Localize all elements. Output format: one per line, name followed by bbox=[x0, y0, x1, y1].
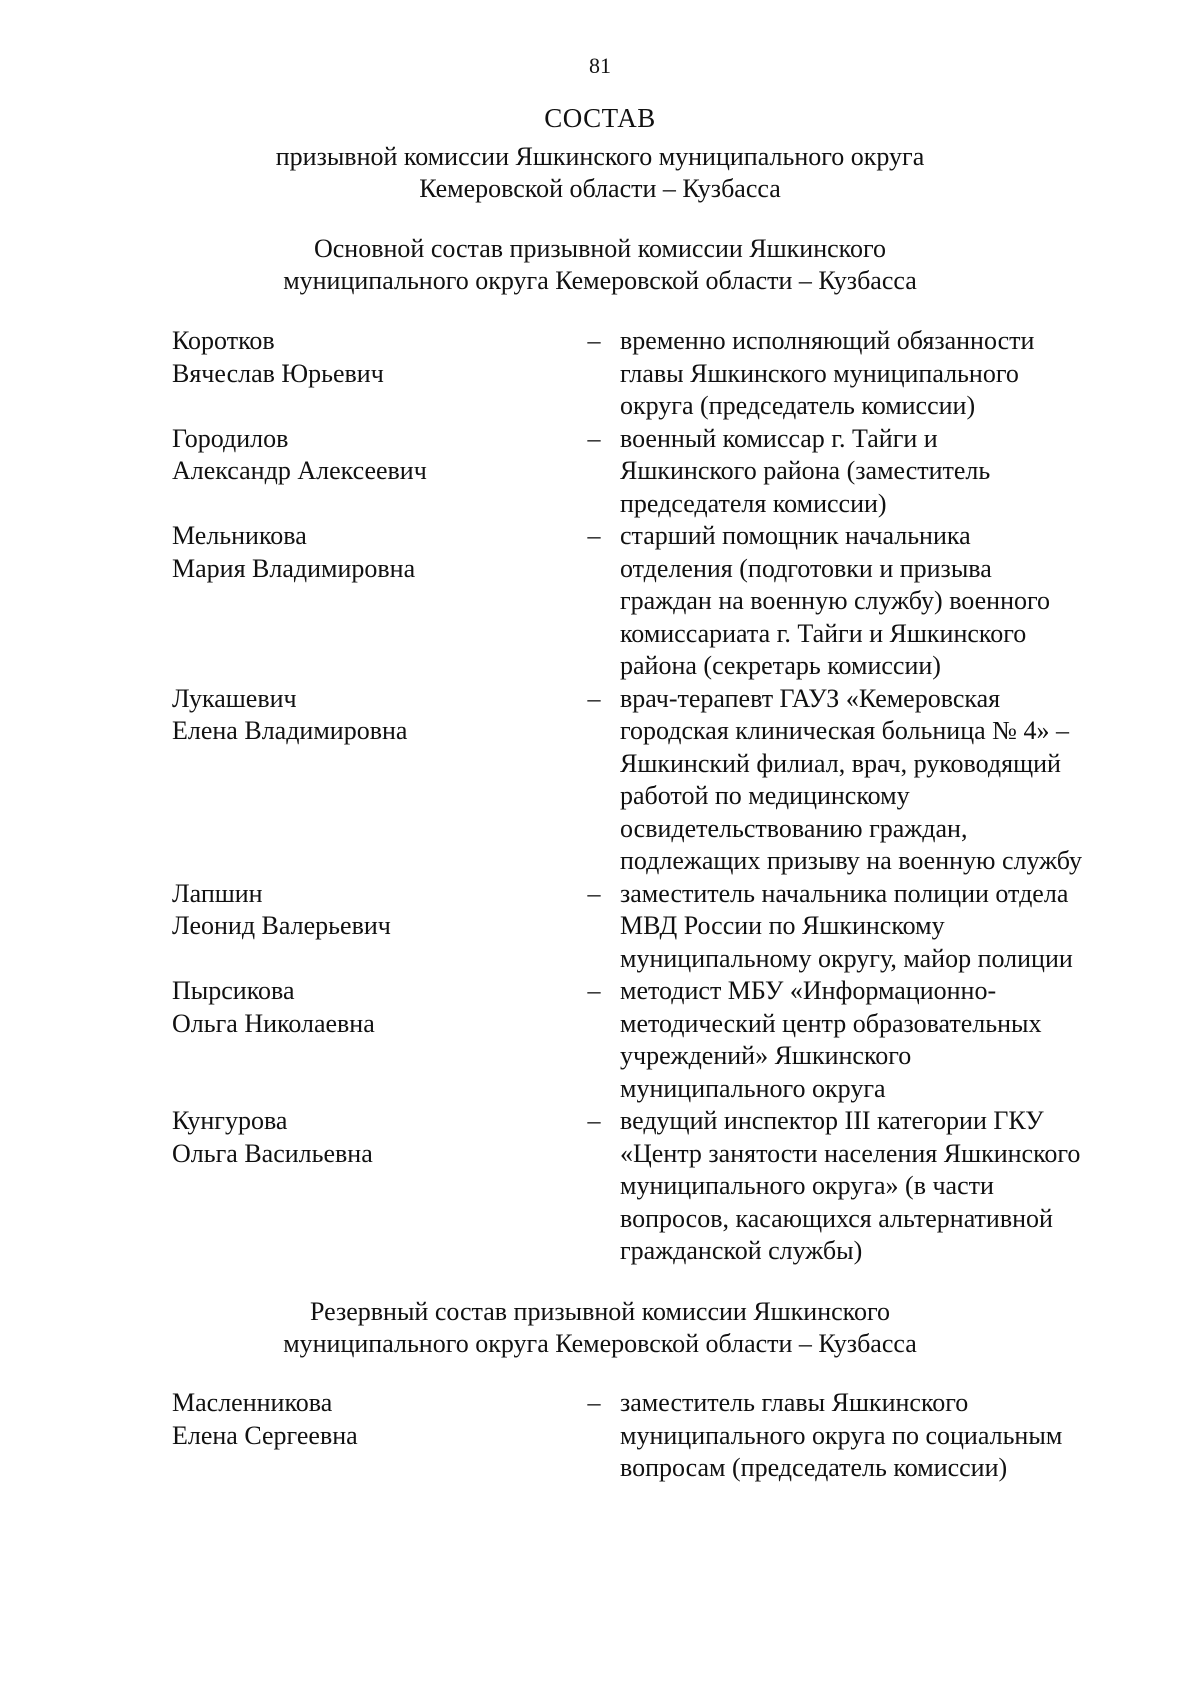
member-role-line: округа (председатель комиссии) bbox=[620, 391, 976, 420]
member-role-line: Яшкинский филиал, врач, руководящий bbox=[620, 748, 1061, 778]
member-entry bbox=[172, 520, 1172, 683]
member-entry bbox=[172, 878, 1172, 976]
subtitle-line: Кемеровской области – Кузбасса bbox=[419, 174, 781, 203]
main-member-list bbox=[172, 325, 1172, 1268]
member-role-line: временно исполняющий обязанности bbox=[620, 326, 1035, 355]
member-surname: Лукашевич bbox=[172, 683, 297, 713]
member-name bbox=[172, 975, 572, 1040]
member-role-line: ведущий инспектор III категории ГКУ bbox=[620, 1106, 1044, 1135]
section-heading-line: Основной состав призывной комиссии Яшкинского bbox=[313, 234, 886, 263]
member-role-line: гражданской службы) bbox=[620, 1236, 863, 1265]
member-role-line: врач-терапевт ГАУЗ «Кемеровская bbox=[620, 683, 1001, 713]
member-role-line: председателя комиссии) bbox=[620, 488, 887, 518]
member-role-line: вопросов, касающихся альтернативной bbox=[620, 1203, 1053, 1233]
member-surname: Коротков bbox=[172, 326, 275, 355]
member-role-line: муниципальному округу, майор полиции bbox=[620, 943, 1073, 973]
member-role-line: освидетельствованию граждан, bbox=[620, 813, 968, 843]
section-heading-line: муниципального округа Кемеровской области – Кузбасса bbox=[283, 266, 917, 295]
member-role-line: граждан на военную службу) военного bbox=[620, 586, 1051, 615]
section-heading-line: Резервный состав призывной комиссии Яшкинского bbox=[309, 1297, 891, 1326]
member-role-line: вопросам (председатель комиссии) bbox=[620, 1453, 1008, 1482]
member-role-line: методист МБУ «Информационно- bbox=[620, 976, 997, 1005]
section-heading-line: муниципального округа Кемеровской области – Кузбасса bbox=[283, 1329, 917, 1358]
member-role-line: муниципального округа по социальным bbox=[620, 1420, 1063, 1450]
member-role-line: главы Яшкинского муниципального bbox=[620, 358, 1019, 388]
member-dash: – bbox=[587, 1106, 601, 1135]
member-name bbox=[172, 1387, 572, 1452]
member-role-line: работой по медицинскому bbox=[620, 781, 910, 810]
member-name bbox=[172, 325, 572, 390]
subtitle-line: призывной комиссии Яшкинского муниципального округа bbox=[275, 142, 925, 171]
member-entry bbox=[172, 683, 1172, 878]
member-given-names: Ольга Васильевна bbox=[172, 1138, 373, 1168]
member-role bbox=[616, 1105, 1142, 1268]
member-role bbox=[616, 1387, 1142, 1485]
member-role bbox=[616, 520, 1142, 683]
member-entry bbox=[172, 423, 1172, 521]
main-composition-heading bbox=[0, 233, 1200, 297]
member-given-names: Ольга Николаевна bbox=[172, 1008, 375, 1038]
member-surname: Городилов bbox=[172, 423, 289, 453]
member-name bbox=[172, 423, 572, 488]
reserve-member-list bbox=[172, 1387, 1172, 1485]
member-name bbox=[172, 878, 572, 943]
member-role bbox=[616, 325, 1142, 423]
page-number: 81 bbox=[589, 53, 611, 78]
member-role-line: «Центр занятости населения Яшкинского bbox=[620, 1138, 1081, 1168]
member-role bbox=[616, 423, 1142, 521]
member-role-line: МВД России по Яшкинскому bbox=[620, 911, 945, 940]
member-surname: Лапшин bbox=[172, 878, 263, 908]
document-title: СОСТАВ bbox=[544, 103, 656, 133]
document-subtitle bbox=[0, 141, 1200, 205]
member-role bbox=[616, 878, 1142, 976]
member-role-line: заместитель главы Яшкинского bbox=[620, 1388, 969, 1417]
member-role-line: муниципального округа bbox=[620, 1073, 886, 1103]
member-dash: – bbox=[587, 976, 601, 1005]
member-name bbox=[172, 1105, 572, 1170]
member-role-line: старший помощник начальника bbox=[620, 521, 971, 550]
member-role-line: отделения (подготовки и призыва bbox=[620, 553, 992, 583]
member-given-names: Елена Владимировна bbox=[172, 716, 408, 745]
member-dash: – bbox=[587, 521, 601, 550]
member-surname: Масленникова bbox=[172, 1388, 333, 1417]
member-dash: – bbox=[587, 683, 601, 713]
member-role bbox=[616, 683, 1142, 878]
member-role-line: военный комиссар г. Тайги и bbox=[620, 423, 938, 453]
member-given-names: Вячеслав Юрьевич bbox=[172, 358, 384, 388]
member-surname: Мельникова bbox=[172, 521, 307, 550]
member-entry bbox=[172, 1105, 1172, 1268]
member-role-line: подлежащих призыву на военную службу bbox=[620, 846, 1082, 875]
member-surname: Кунгурова bbox=[172, 1106, 288, 1135]
member-given-names: Александр Алексеевич bbox=[172, 456, 427, 485]
member-dash: – bbox=[587, 878, 601, 908]
member-entry bbox=[172, 325, 1172, 423]
member-role bbox=[616, 975, 1142, 1105]
member-surname: Пырсикова bbox=[172, 976, 295, 1005]
member-name bbox=[172, 520, 572, 585]
member-name bbox=[172, 683, 572, 748]
member-role-line: заместитель начальника полиции отдела bbox=[620, 878, 1069, 908]
member-given-names: Елена Сергеевна bbox=[172, 1420, 358, 1450]
member-dash: – bbox=[587, 423, 601, 453]
member-role-line: городская клиническая больница № 4» – bbox=[620, 716, 1069, 745]
member-dash: – bbox=[587, 1388, 601, 1417]
member-role-line: комиссариата г. Тайги и Яшкинского bbox=[620, 618, 1027, 648]
member-given-names: Леонид Валерьевич bbox=[172, 911, 391, 940]
reserve-composition-heading bbox=[0, 1296, 1200, 1360]
member-role-line: учреждений» Яшкинского bbox=[620, 1041, 912, 1070]
member-dash: – bbox=[587, 326, 601, 355]
member-role-line: Яшкинского района (заместитель bbox=[620, 456, 991, 485]
member-role-line: района (секретарь комиссии) bbox=[620, 651, 941, 680]
member-given-names: Мария Владимировна bbox=[172, 553, 416, 583]
member-entry bbox=[172, 1387, 1172, 1485]
member-entry bbox=[172, 975, 1172, 1105]
member-role-line: методический центр образовательных bbox=[620, 1008, 1042, 1038]
member-role-line: муниципального округа» (в части bbox=[620, 1171, 994, 1200]
